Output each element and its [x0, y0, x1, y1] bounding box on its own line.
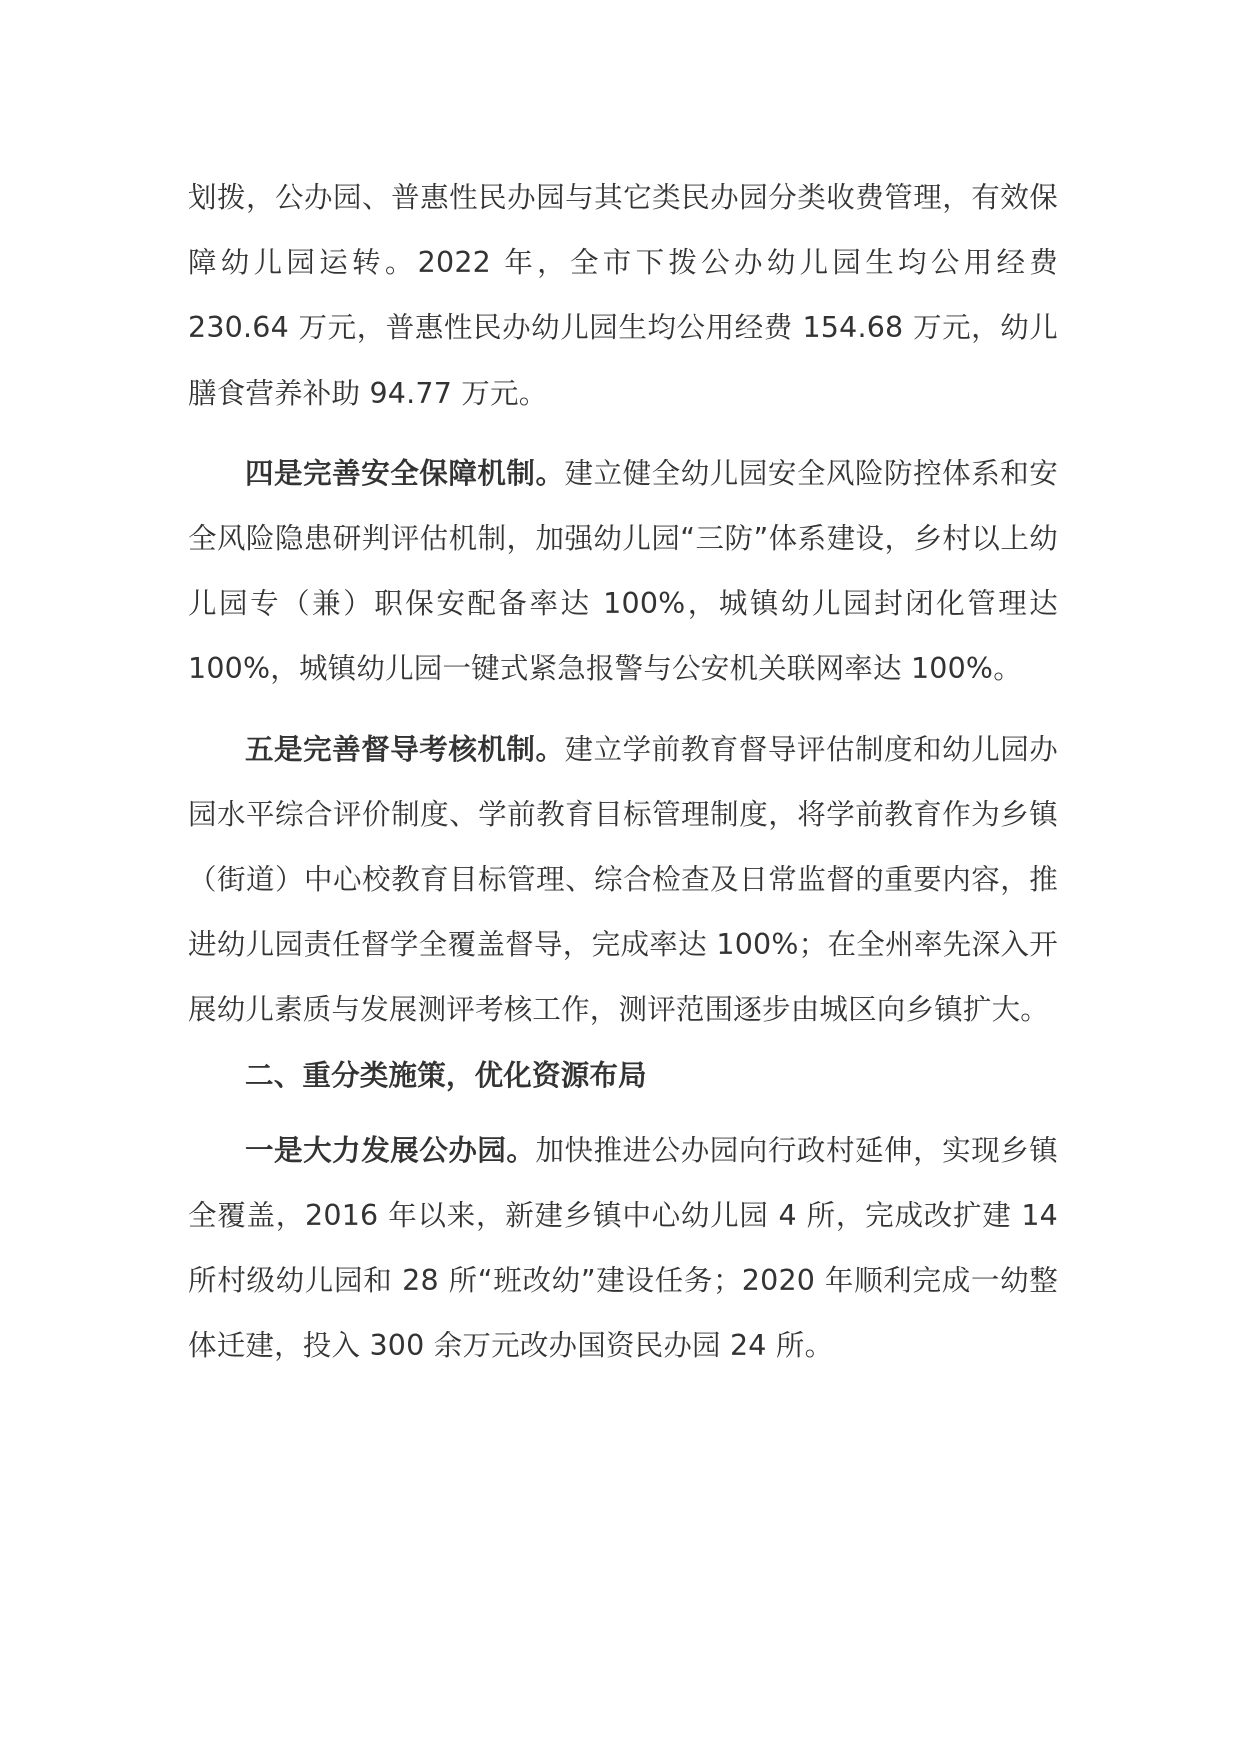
paragraph-public-kindergarten-lead: 一是大力发展公办园。	[245, 1133, 536, 1167]
section-heading: 二、重分类施策，优化资源布局	[245, 1058, 647, 1092]
paragraph-safety	[188, 441, 1058, 702]
paragraph-supervision-text: 建立学前教育督导评估制度和幼儿园办园水平综合评价制度、学前教育目标管理制度，将学前教育作为乡镇（街道）中心校教育目标管理、综合检查及日常监督的重要内容，推进幼儿园责任督学全覆盖督导，完成率达 100%；在全州率先深入开展幼儿素质与发展测评考核工作，测评范围逐步由城区向乡镇扩大。	[188, 732, 1058, 1027]
paragraph-supervision	[188, 717, 1058, 1043]
paragraph-safety-lead: 四是完善安全保障机制。	[245, 456, 565, 490]
paragraph-public-kindergarten	[188, 1118, 1058, 1379]
paragraph-funding-text: 划拨，公办园、普惠性民办园与其它类民办园分类收费管理，有效保障幼儿园运转。2022 年，全市下拨公办幼儿园生均公用经费 230.64 万元，普惠性民办幼儿园生均公用经费 154.68 万元，幼儿膳食营养补助 94.77 万元。	[188, 181, 1058, 410]
document-page	[188, 165, 1058, 1379]
paragraph-funding	[188, 165, 1058, 426]
paragraph-safety-text: 建立健全幼儿园安全风险防控体系和安全风险隐患研判评估机制，加强幼儿园“三防”体系建设，乡村以上幼儿园专（兼）职保安配备率达 100%，城镇幼儿园封闭化管理达 100%，城镇幼儿园一键式紧急报警与公安机关联网率达 100%。	[188, 456, 1058, 686]
paragraph-public-kindergarten-text: 加快推进公办园向行政村延伸，实现乡镇全覆盖，2016 年以来，新建乡镇中心幼儿园 4 所，完成改扩建 14 所村级幼儿园和 28 所“班改幼”建设任务；2020 年顺利完成一幼整体迁建，投入 300 余万元改办国资民办园 24 所。	[188, 1133, 1058, 1363]
paragraph-supervision-lead: 五是完善督导考核机制。	[245, 732, 565, 766]
